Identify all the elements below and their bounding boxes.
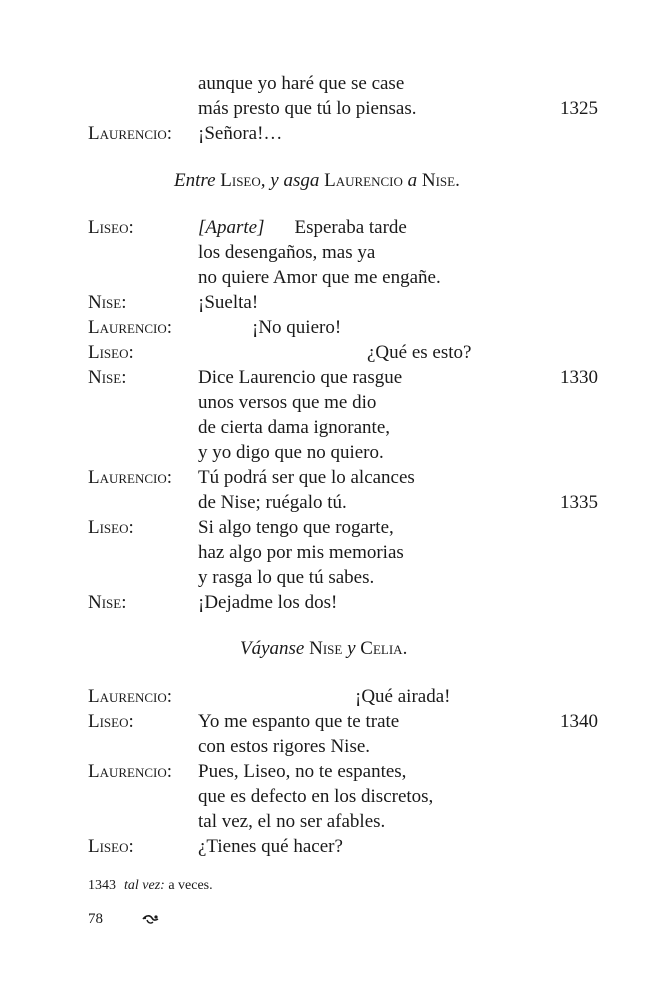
aside-marker: [Aparte]	[198, 217, 265, 238]
speaker-name: Nise:	[88, 292, 127, 313]
verse-text: de Nise; ruégalo tú.	[198, 492, 347, 513]
verse-line	[0, 440, 650, 465]
verse-line	[0, 240, 650, 265]
verse-text: con estos rigores Nise.	[198, 736, 371, 757]
verse-line	[0, 265, 650, 290]
footnote	[88, 876, 213, 896]
verse-line	[0, 734, 650, 759]
verse-text: haz algo por mis memorias	[198, 542, 404, 563]
verse-text	[198, 215, 407, 240]
speaker-name: Liseo:	[88, 342, 134, 363]
line-number: 1330	[560, 367, 598, 388]
verse-text: ¡Suelta!	[198, 292, 259, 313]
verse-line	[0, 121, 650, 146]
verse-line	[0, 96, 650, 121]
verse-line	[0, 834, 650, 859]
verse-line	[0, 365, 650, 390]
verse-text: y yo digo que no quiero.	[198, 442, 384, 463]
verse-line	[0, 784, 650, 809]
verse-text-rest: Esperaba tarde	[294, 217, 407, 238]
verse-text: Pues, Liseo, no te espantes,	[198, 761, 407, 782]
line-number: 1335	[560, 492, 598, 513]
speaker-name: Laurencio:	[88, 317, 173, 338]
verse-text: aunque yo haré que se case	[198, 73, 405, 94]
stage-direction	[0, 168, 650, 193]
direction-character: Nise.	[421, 170, 460, 191]
direction-text: a	[402, 170, 422, 191]
verse-text: más presto que tú lo piensas.	[198, 98, 417, 119]
verse-line	[0, 540, 650, 565]
direction-character: Liseo	[215, 170, 261, 191]
verse-text: Si algo tengo que rogarte,	[198, 517, 394, 538]
verse-text: ¡No quiero!	[252, 317, 342, 338]
speaker-name: Liseo:	[88, 836, 134, 857]
speaker-name: Laurencio:	[88, 686, 173, 707]
speaker-name: Liseo:	[88, 517, 134, 538]
line-number: 1325	[560, 98, 598, 119]
verse-text: y rasga lo que tú sabes.	[198, 567, 375, 588]
verse-text: ¡Dejadme los dos!	[198, 592, 338, 613]
verse-line	[0, 565, 650, 590]
verse-line	[0, 465, 650, 490]
speaker-name: Liseo:	[88, 217, 134, 238]
verse-text: Dice Laurencio que rasgue	[198, 367, 403, 388]
verse-text: que es defecto en los discretos,	[198, 786, 434, 807]
verse-text: Yo me espanto que te trate	[198, 711, 400, 732]
verse-line	[0, 315, 650, 340]
verse-line	[0, 290, 650, 315]
speaker-name: Nise:	[88, 592, 127, 613]
verse-line	[0, 71, 650, 96]
verse-line	[0, 215, 650, 240]
verse-text: no quiere Amor que me engañe.	[198, 267, 441, 288]
direction-character: Nise	[304, 638, 343, 659]
footnote-number: 1343	[88, 878, 116, 893]
verse-text: ¡Qué airada!	[355, 686, 451, 707]
fleuron-icon	[142, 912, 160, 926]
verse-line	[0, 684, 650, 709]
verse-text: tal vez, el no ser afables.	[198, 811, 386, 832]
verse-line	[0, 415, 650, 440]
verse-line	[0, 390, 650, 415]
stage-direction	[0, 636, 650, 661]
verse-text: ¿Qué es esto?	[367, 342, 472, 363]
speaker-name: Nise:	[88, 367, 127, 388]
line-number: 1340	[560, 711, 598, 732]
verse-line	[0, 340, 650, 365]
verse-text: Tú podrá ser que lo alcances	[198, 467, 415, 488]
verse-text: de cierta dama ignorante,	[198, 417, 391, 438]
direction-character: Celia.	[360, 638, 408, 659]
verse-line	[0, 809, 650, 834]
footnote-term: tal vez:	[124, 878, 165, 893]
verse-text: ¿Tienes qué hacer?	[198, 836, 343, 857]
verse-line	[0, 490, 650, 515]
verse-line	[0, 759, 650, 784]
speaker-name: Laurencio:	[88, 467, 173, 488]
verse-line	[0, 709, 650, 734]
footnote-gloss: a veces.	[164, 878, 213, 893]
speaker-name: Laurencio:	[88, 123, 173, 144]
verse-line	[0, 515, 650, 540]
verse-text: los desengaños, mas ya	[198, 242, 376, 263]
direction-text: Váyanse	[240, 638, 305, 659]
verse-text: unos versos que me dio	[198, 392, 377, 413]
direction-text: Entre	[174, 170, 216, 191]
page-number: 78	[88, 911, 103, 927]
speaker-name: Laurencio:	[88, 761, 173, 782]
speaker-name: Liseo:	[88, 711, 134, 732]
direction-character: Laurencio	[324, 170, 403, 191]
verse-text: ¡Señora!…	[198, 123, 283, 144]
direction-text: , y asga	[260, 170, 325, 191]
verse-line	[0, 590, 650, 615]
direction-text: y	[342, 638, 361, 659]
